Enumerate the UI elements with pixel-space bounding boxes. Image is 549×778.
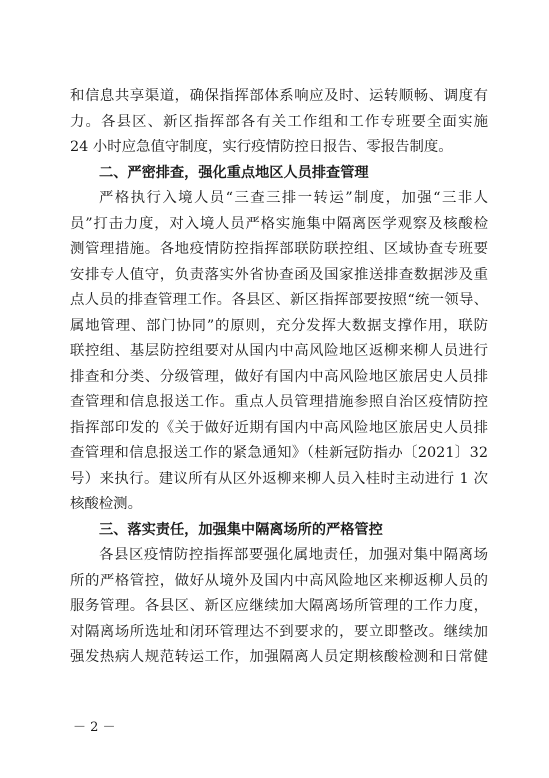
paragraph-line: 查管理和信息报送工作的紧急通知》（桂新冠防指办〔2021〕32: [70, 445, 488, 461]
paragraph-line: 力。各县区、新区指挥部各有关工作组和工作专班要全面实施: [70, 113, 488, 130]
paragraph-line: 核酸检测。: [70, 496, 142, 512]
body-text: [70, 84, 488, 671]
paragraph-line: 对隔离场所选址和闭环管理达不到要求的，要立即整改。继续加: [70, 623, 488, 640]
page-number: － 2 －: [73, 720, 116, 735]
paragraph-line: 严格执行入境人员“三查三排一转运”制度，加强“三非人: [99, 190, 488, 206]
section-heading: 三、落实责任，加强集中隔离场所的严格管控: [99, 521, 383, 538]
paragraph-line: 强发热病人规范转运工作，加强隔离人员定期核酸检测和日常健: [70, 649, 488, 665]
paragraph-line: 联控组、基层防控组要对从国内中高风险地区返柳来柳人员进行: [70, 343, 488, 359]
paragraph-line: 24 小时应急值守制度，实行疫情防控日报告、零报告制度。: [70, 139, 453, 155]
paragraph-line: 和信息共享渠道，确保指挥部体系响应及时、运转顺畅、调度有: [70, 88, 488, 104]
paragraph-line: 测管理措施。各地疫情防控指挥部联防联控组、区域协查专班要: [70, 241, 488, 257]
paragraph-line: 服务管理。各县区、新区应继续加大隔离场所管理的工作力度，: [70, 598, 488, 614]
paragraph-line: 查管理和信息报送工作。重点人员管理措施参照自治区疫情防控: [70, 394, 488, 410]
paragraph-line: 所的严格管控，做好从境外及国内中高风险地区来柳返柳人员的: [70, 572, 488, 589]
paragraph-line: 各县区疫情防控指挥部要强化属地责任，加强对集中隔离场: [99, 547, 488, 563]
section-heading: 二、严密排查，强化重点地区人员排查管理: [99, 164, 369, 181]
paragraph-line: 点人员的排查管理工作。各县区、新区指挥部要按照“统一领导、: [70, 292, 488, 308]
paragraph-line: 安排专人值守，负责落实外省协查函及国家推送排查数据涉及重: [70, 266, 488, 283]
paragraph-line: 号）来执行。建议所有从区外返柳来柳人员入桂时主动进行 1 次: [70, 470, 488, 487]
paragraph-line: 排查和分类、分级管理，做好有国内中高风险地区旅居史人员排: [70, 368, 488, 385]
paragraph-line: 员”打击力度，对入境人员严格实施集中隔离医学观察及核酸检: [70, 215, 488, 232]
paragraph-line: 指挥部印发的《关于做好近期有国内中高风险地区旅居史人员排: [70, 419, 488, 436]
paragraph-line: 属地管理、部门协同”的原则，充分发挥大数据支撑作用，联防: [70, 317, 488, 334]
